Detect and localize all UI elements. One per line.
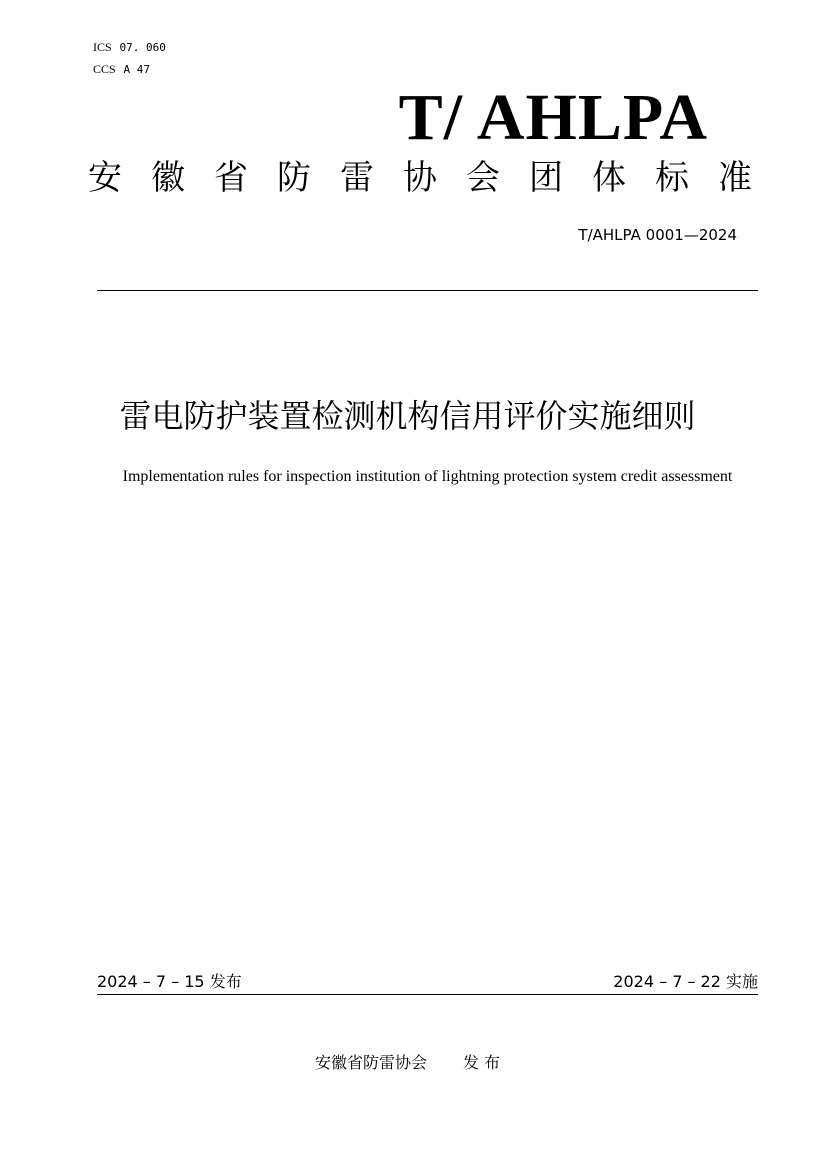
ccs-label: CCS: [93, 62, 116, 76]
publisher-name: 安徽省防雷协会: [314, 1053, 427, 1072]
ics-label: ICS: [93, 40, 112, 54]
ccs-value: A 47: [123, 63, 151, 76]
footer-divider: [97, 994, 758, 995]
implementation-date: 2024 – 7 – 22 实施: [613, 972, 758, 991]
document-title-english: Implementation rules for inspection institution of lightning protection system credit assessment: [122, 468, 733, 485]
issue-date: 2024 – 7 – 15 发布: [97, 972, 242, 991]
org-name-char: 雷: [340, 158, 374, 198]
ccs-code: [93, 62, 150, 77]
org-name-char: 团: [529, 158, 563, 198]
standard-number: T/AHLPA 0001—2024: [578, 226, 737, 244]
org-name-char: 标: [655, 158, 689, 198]
ics-value: 07. 060: [119, 41, 166, 54]
org-name-char: 安: [88, 158, 122, 198]
header-divider: [97, 290, 758, 291]
publisher-action: 发 布: [462, 1053, 501, 1072]
org-name-char: 准: [718, 158, 752, 198]
publisher-line: [0, 1052, 815, 1074]
org-name-char: 徽: [151, 158, 185, 198]
document-title-chinese: 雷电防护装置检测机构信用评价实施细则: [119, 397, 696, 435]
org-name-char: 防: [277, 158, 311, 198]
org-name-char: 体: [592, 158, 626, 198]
org-name-char: 协: [403, 158, 437, 198]
standard-mark: T/ AHLPA: [398, 81, 708, 154]
ics-code: [93, 40, 166, 55]
org-name-char: 会: [466, 158, 500, 198]
org-standard-name: [80, 156, 760, 200]
org-name-char: 省: [214, 158, 248, 198]
